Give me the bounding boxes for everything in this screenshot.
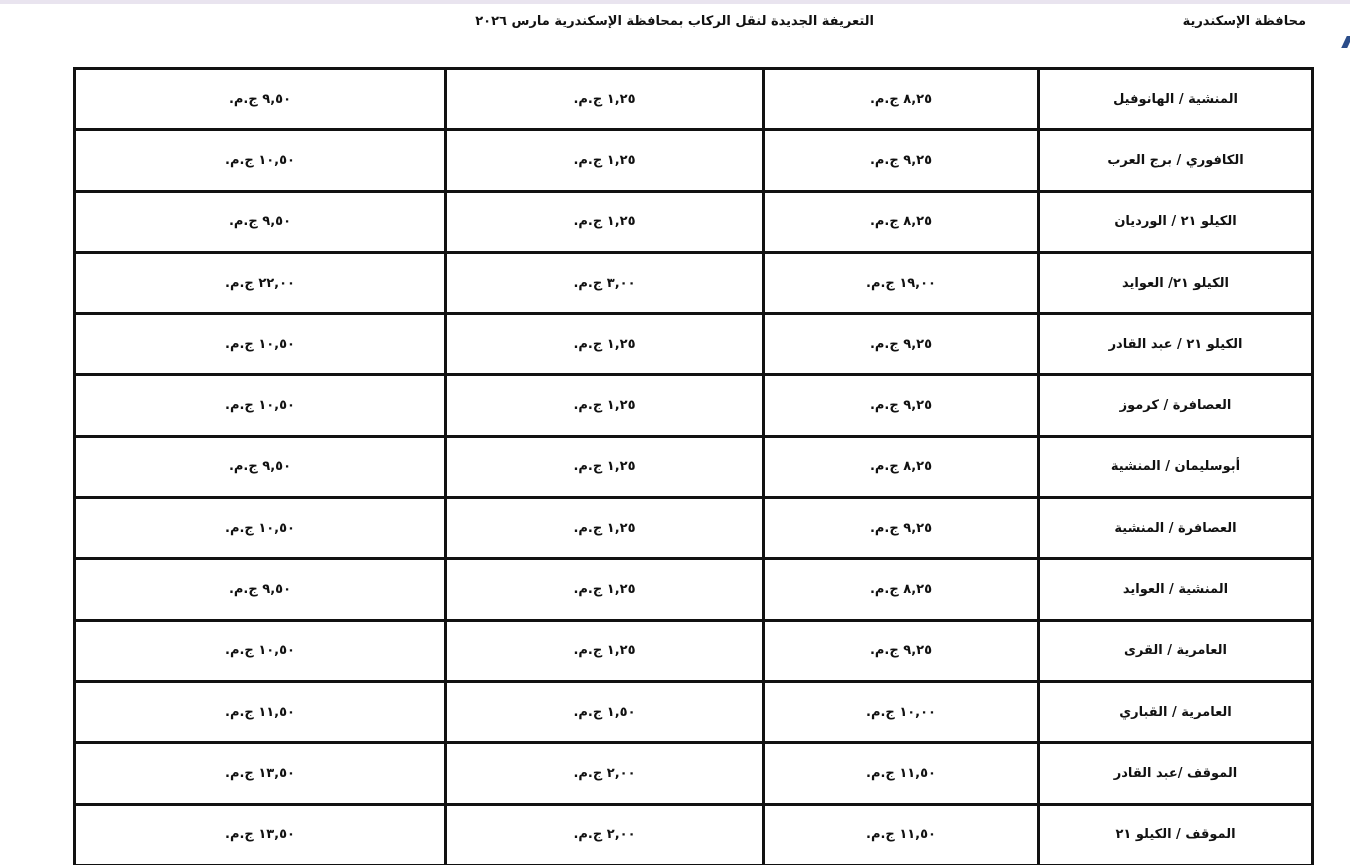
governorate-label: محافظة الإسكندرية	[1182, 14, 1306, 29]
fare-b-cell	[446, 436, 764, 497]
fare-a-cell-text: ١١,٥٠ ج.م.	[866, 827, 936, 843]
route-cell	[1039, 559, 1312, 620]
fare-b-cell	[446, 620, 764, 681]
fare-a-cell-text: ١٩,٠٠ ج.م.	[866, 275, 936, 291]
route-cell-text: العامرية / القرى	[1124, 643, 1227, 659]
fare-b-cell-text: ٢,٠٠ ج.م.	[573, 765, 636, 781]
route-cell	[1039, 130, 1312, 191]
route-cell	[1039, 620, 1312, 681]
fare-a-cell-text: ٩,٢٥ ج.م.	[869, 152, 933, 168]
fare-b-cell	[446, 375, 764, 436]
fare-b-cell	[446, 804, 764, 865]
page-title: التعريفة الجديدة لنقل الركاب بمحافظة الإسكندرية مارس ٢٠٢٦	[475, 14, 874, 29]
fare-a-cell	[764, 130, 1039, 191]
fare-a-cell-text: ٨,٢٥ ج.م.	[869, 582, 933, 598]
route-cell-text: الموقف / الكيلو ٢١	[1115, 827, 1236, 843]
fare-b-cell-text: ٢,٠٠ ج.م.	[573, 827, 636, 843]
route-cell-text: الكافوري / برج العرب	[1107, 152, 1244, 168]
fare-b-cell	[446, 681, 764, 742]
top-divider	[0, 0, 1350, 4]
fare-b-cell-text: ١,٢٥ ج.م.	[573, 398, 636, 414]
fare-c-cell-text: ٩,٥٠ ج.م.	[228, 91, 292, 107]
route-cell	[1039, 191, 1312, 252]
fare-a-cell-text: ٨,٢٥ ج.م.	[869, 214, 933, 230]
table-row	[76, 436, 1311, 497]
fare-c-cell	[76, 70, 446, 130]
fare-c-cell	[76, 743, 446, 804]
route-cell	[1039, 804, 1312, 865]
fare-b-cell	[446, 743, 764, 804]
fare-b-cell	[446, 191, 764, 252]
fare-b-cell-text: ١,٢٥ ج.م.	[573, 520, 636, 536]
fare-a-cell	[764, 498, 1039, 559]
fare-c-cell-text: ٢٢,٠٠ ج.م.	[225, 275, 295, 291]
fare-table-frame	[73, 67, 1314, 865]
fare-a-cell	[764, 620, 1039, 681]
fare-a-cell	[764, 559, 1039, 620]
route-cell-text: الكيلو ٢١ / عبد القادر	[1108, 336, 1243, 352]
route-cell-text: الكيلو ٢١/ العوايد	[1121, 275, 1229, 291]
table-row	[76, 620, 1311, 681]
route-cell-text: العصافرة / كرموز	[1119, 398, 1232, 414]
fare-c-cell	[76, 804, 446, 865]
route-cell-text: العصافرة / المنشية	[1114, 520, 1237, 536]
table-row	[76, 252, 1311, 313]
fare-b-cell-text: ١,٥٠ ج.م.	[573, 704, 636, 720]
route-cell-text: الموقف /عبد القادر	[1113, 765, 1238, 781]
route-cell	[1039, 436, 1312, 497]
fare-b-cell-text: ١,٢٥ ج.م.	[573, 336, 636, 352]
fare-a-cell	[764, 70, 1039, 130]
fare-a-cell-text: ٩,٢٥ ج.م.	[869, 520, 933, 536]
route-cell	[1039, 375, 1312, 436]
fare-a-cell-text: ٩,٢٥ ج.م.	[869, 398, 933, 414]
fare-c-cell-text: ٩,٥٠ ج.م.	[228, 214, 292, 230]
fare-b-cell-text: ١,٢٥ ج.م.	[573, 152, 636, 168]
fare-c-cell	[76, 375, 446, 436]
fare-a-cell	[764, 191, 1039, 252]
fare-c-cell-text: ١٠,٥٠ ج.م.	[225, 398, 295, 414]
fare-a-cell-text: ٩,٢٥ ج.م.	[869, 336, 933, 352]
fare-c-cell-text: ٩,٥٠ ج.م.	[228, 459, 292, 475]
fare-a-cell	[764, 375, 1039, 436]
fare-a-cell-text: ٨,٢٥ ج.م.	[869, 459, 933, 475]
fare-c-cell	[76, 681, 446, 742]
table-row	[76, 743, 1311, 804]
fare-b-cell-text: ٣,٠٠ ج.م.	[573, 275, 636, 291]
fare-a-cell	[764, 743, 1039, 804]
fare-c-cell-text: ١١,٥٠ ج.م.	[225, 704, 295, 720]
table-row	[76, 804, 1311, 865]
fare-b-cell	[446, 498, 764, 559]
fare-b-cell-text: ١,٢٥ ج.م.	[573, 214, 636, 230]
fare-a-cell	[764, 681, 1039, 742]
table-row	[76, 498, 1311, 559]
fare-a-cell-text: ١١,٥٠ ج.م.	[866, 765, 936, 781]
fare-a-cell	[764, 804, 1039, 865]
fare-table	[76, 70, 1311, 865]
fare-c-cell-text: ١٣,٥٠ ج.م.	[225, 765, 295, 781]
route-cell	[1039, 70, 1312, 130]
fare-b-cell	[446, 70, 764, 130]
fare-b-cell-text: ١,٢٥ ج.م.	[573, 91, 636, 107]
fare-b-cell-text: ١,٢٥ ج.م.	[573, 582, 636, 598]
fare-a-cell-text: ٨,٢٥ ج.م.	[869, 91, 933, 107]
fare-a-cell	[764, 314, 1039, 375]
fare-c-cell	[76, 314, 446, 375]
fare-c-cell	[76, 130, 446, 191]
fare-b-cell	[446, 130, 764, 191]
route-cell	[1039, 681, 1312, 742]
route-cell	[1039, 743, 1312, 804]
table-row	[76, 681, 1311, 742]
fare-c-cell	[76, 252, 446, 313]
table-row	[76, 314, 1311, 375]
table-row	[76, 375, 1311, 436]
fare-b-cell	[446, 314, 764, 375]
fare-c-cell	[76, 559, 446, 620]
fare-b-cell-text: ١,٢٥ ج.م.	[573, 459, 636, 475]
route-cell-text: أبوسليمان / المنشية	[1110, 459, 1241, 475]
route-cell-text: المنشية / الهانوفيل	[1113, 91, 1238, 107]
fare-b-cell	[446, 252, 764, 313]
fare-c-cell-text: ١٠,٥٠ ج.م.	[225, 152, 295, 168]
route-cell-text: الكيلو ٢١ / الورديان	[1114, 214, 1237, 230]
fare-b-cell	[446, 559, 764, 620]
fare-c-cell-text: ١٣,٥٠ ج.م.	[225, 827, 295, 843]
fare-c-cell	[76, 498, 446, 559]
fare-c-cell	[76, 436, 446, 497]
fare-c-cell	[76, 620, 446, 681]
table-row	[76, 191, 1311, 252]
fare-table-body	[76, 70, 1311, 865]
fare-a-cell	[764, 252, 1039, 313]
fare-a-cell-text: ١٠,٠٠ ج.م.	[866, 704, 936, 720]
fare-c-cell-text: ١٠,٥٠ ج.م.	[225, 520, 295, 536]
route-cell	[1039, 498, 1312, 559]
table-row	[76, 130, 1311, 191]
route-cell-text: المنشية / العوايد	[1122, 582, 1229, 598]
fare-c-cell	[76, 191, 446, 252]
fare-b-cell-text: ١,٢٥ ج.م.	[573, 643, 636, 659]
route-cell	[1039, 314, 1312, 375]
fare-a-cell-text: ٩,٢٥ ج.م.	[869, 643, 933, 659]
route-cell	[1039, 252, 1312, 313]
fare-c-cell-text: ١٠,٥٠ ج.م.	[225, 643, 295, 659]
route-cell-text: العامرية / القباري	[1119, 704, 1232, 720]
fare-c-cell-text: ٩,٥٠ ج.م.	[228, 582, 292, 598]
edge-mark-icon	[1341, 36, 1350, 48]
fare-a-cell	[764, 436, 1039, 497]
table-row	[76, 559, 1311, 620]
table-row	[76, 70, 1311, 130]
fare-c-cell-text: ١٠,٥٠ ج.م.	[225, 336, 295, 352]
